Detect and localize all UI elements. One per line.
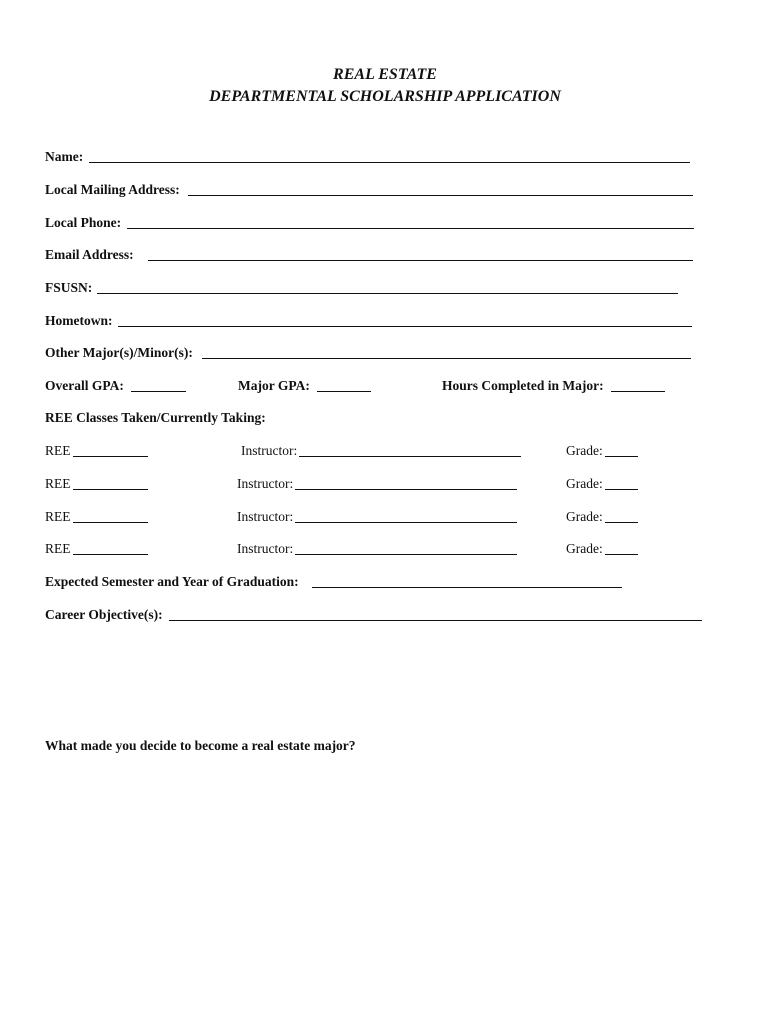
question-label: What made you decide to become a real estate major? (45, 738, 356, 753)
major-gpa-label: Major GPA: (238, 378, 310, 393)
graduation-row (45, 574, 645, 590)
ree-course-label: REE (45, 541, 71, 556)
career-row (45, 607, 705, 623)
instructor-field[interactable] (296, 539, 519, 556)
graduation-field[interactable] (314, 572, 623, 589)
ree-course-label: REE (45, 476, 71, 491)
hours-completed-field[interactable] (612, 376, 667, 393)
other-majors-field[interactable] (204, 343, 692, 360)
instructor-label: Instructor: (241, 443, 298, 458)
ree-course-label: REE (45, 509, 71, 524)
classes-heading-row (45, 410, 445, 426)
major-gpa-field[interactable] (318, 376, 373, 393)
name-label: Name: (45, 149, 84, 164)
gpa-row (45, 378, 685, 394)
grade-field[interactable] (606, 441, 640, 458)
instructor-field[interactable] (296, 507, 519, 524)
grade-label: Grade: (566, 541, 603, 556)
instructor-field[interactable] (300, 441, 523, 458)
ree-course-field[interactable] (74, 539, 150, 556)
fsusn-label: FSUSN: (45, 280, 93, 295)
instructor-label: Instructor: (237, 476, 294, 491)
overall-gpa-label: Overall GPA: (45, 378, 124, 393)
other-majors-row (45, 345, 695, 361)
grade-field[interactable] (606, 539, 640, 556)
ree-course-field[interactable] (74, 441, 150, 458)
ree-course-label: REE (45, 443, 71, 458)
phone-label: Local Phone: (45, 215, 122, 230)
class-row (45, 476, 645, 492)
grade-label: Grade: (566, 476, 603, 491)
class-row (45, 509, 645, 525)
ree-course-field[interactable] (74, 507, 150, 524)
class-row (45, 443, 645, 459)
graduation-label: Expected Semester and Year of Graduation: (45, 574, 299, 589)
name-row (45, 149, 695, 165)
fsusn-field[interactable] (99, 278, 678, 295)
ree-course-field[interactable] (74, 474, 150, 491)
phone-row (45, 215, 695, 231)
instructor-label: Instructor: (237, 509, 294, 524)
name-field[interactable] (91, 147, 690, 164)
hometown-field[interactable] (120, 311, 692, 328)
email-label: Email Address: (45, 247, 134, 262)
grade-field[interactable] (606, 507, 640, 524)
hours-completed-label: Hours Completed in Major: (442, 378, 604, 393)
career-field[interactable] (171, 605, 703, 622)
email-field[interactable] (150, 245, 694, 262)
overall-gpa-field[interactable] (132, 376, 188, 393)
instructor-field[interactable] (296, 474, 519, 491)
class-row (45, 541, 645, 557)
phone-field[interactable] (129, 213, 693, 230)
grade-label: Grade: (566, 509, 603, 524)
mailing-address-row (45, 182, 695, 198)
instructor-label: Instructor: (237, 541, 294, 556)
other-majors-label: Other Major(s)/Minor(s): (45, 345, 193, 360)
email-row (45, 247, 695, 263)
question-row (45, 738, 545, 754)
fsusn-row (45, 280, 695, 296)
hometown-label: Hometown: (45, 313, 113, 328)
career-label: Career Objective(s): (45, 607, 163, 622)
hometown-row (45, 313, 695, 329)
grade-label: Grade: (566, 443, 603, 458)
classes-heading: REE Classes Taken/Currently Taking: (45, 410, 266, 425)
mailing-address-label: Local Mailing Address: (45, 182, 180, 197)
form-title-line1: REAL ESTATE (333, 66, 437, 83)
grade-field[interactable] (606, 474, 640, 491)
form-title-line2: DEPARTMENTAL SCHOLARSHIP APPLICATION (209, 88, 561, 105)
mailing-address-field[interactable] (190, 180, 694, 197)
